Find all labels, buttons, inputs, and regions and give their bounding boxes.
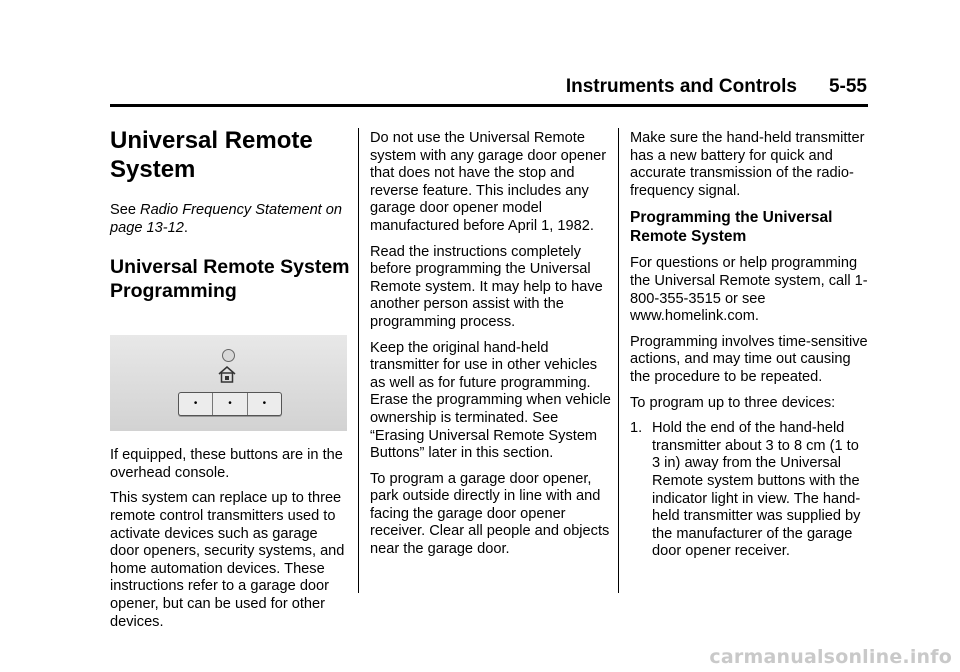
paragraph: Keep the original hand-held transmitter for use in other vehicles as well as for future programming. Erase the programming when vehicle ownership is terminated. See “Erasing Universal Remote System Buttons” later in this section.	[370, 339, 611, 462]
see-reference-link[interactable]: Radio Frequency Statement on page 13-12	[110, 202, 343, 236]
page-number: 5-55	[828, 76, 867, 97]
column-divider	[618, 128, 619, 593]
remote-button-3[interactable]: •	[262, 398, 267, 410]
indicator-light-icon	[222, 349, 235, 362]
paragraph: To program a garage door opener, park outside directly in line with and facing the garage door opener receiver. Clear all people and objects near the garage door.	[370, 470, 610, 558]
overhead-console-figure	[110, 335, 347, 431]
paragraph: Do not use the Universal Remote system with any garage door opener that does not have the stop and reverse feature. This includes any garage door opener model manufactured before April 1, 1982.	[370, 130, 607, 234]
house-icon	[218, 366, 236, 383]
paragraph: Programming involves time-sensitive actions, and may time out causing the procedure to be repeated.	[630, 333, 868, 385]
paragraph: For questions or help programming the Universal Remote system, call 1-800-355-3515 or see www.homelink.com.	[630, 255, 868, 325]
see-suffix: .	[183, 219, 188, 236]
heading-universal-remote-system: Universal Remote System	[110, 127, 313, 183]
remote-button-1[interactable]: •	[179, 393, 213, 415]
column-2	[370, 130, 612, 567]
column-divider	[358, 128, 359, 593]
paragraph: To program up to three devices:	[630, 394, 836, 411]
paragraph: This system can replace up to three remote control transmitters used to activate devices such as garage door openers, security systems, and home automation devices. These instructions refer to a garage door opener, but can be used for other devices.	[110, 490, 345, 630]
column-1	[110, 126, 350, 639]
paragraph: If equipped, these buttons are in the overhead console.	[110, 447, 343, 481]
paragraph: Make sure the hand-held transmitter has a new battery for quick and accurate transmission of the radio-frequency signal.	[630, 130, 865, 199]
see-prefix: See	[110, 202, 141, 218]
list-item	[630, 420, 870, 561]
remote-button-row	[178, 392, 282, 416]
column-3	[630, 130, 870, 569]
heading-programming-universal-remote: Programming the Universal Remote System	[630, 209, 833, 246]
paragraph: Read the instructions completely before programming the Universal Remote system. It may help to have another person assist with the programming process.	[370, 243, 603, 330]
watermark: carmanualsonline.info	[709, 646, 952, 668]
step-text: Hold the end of the hand-held transmitter about 3 to 8 cm (1 to 3 in) away from the Universal Remote system buttons with the indicator light in view. The hand-held transmitter was supplied by the manufacturer of the garage door opener receiver.	[652, 420, 861, 560]
see-reference	[110, 202, 350, 237]
step-number: 1.	[630, 420, 643, 437]
heading-programming: Universal Remote System Programming	[110, 256, 350, 303]
remote-button-2[interactable]: •	[213, 393, 247, 415]
section-title: Instruments and Controls	[565, 76, 797, 97]
header-rule	[110, 104, 868, 107]
